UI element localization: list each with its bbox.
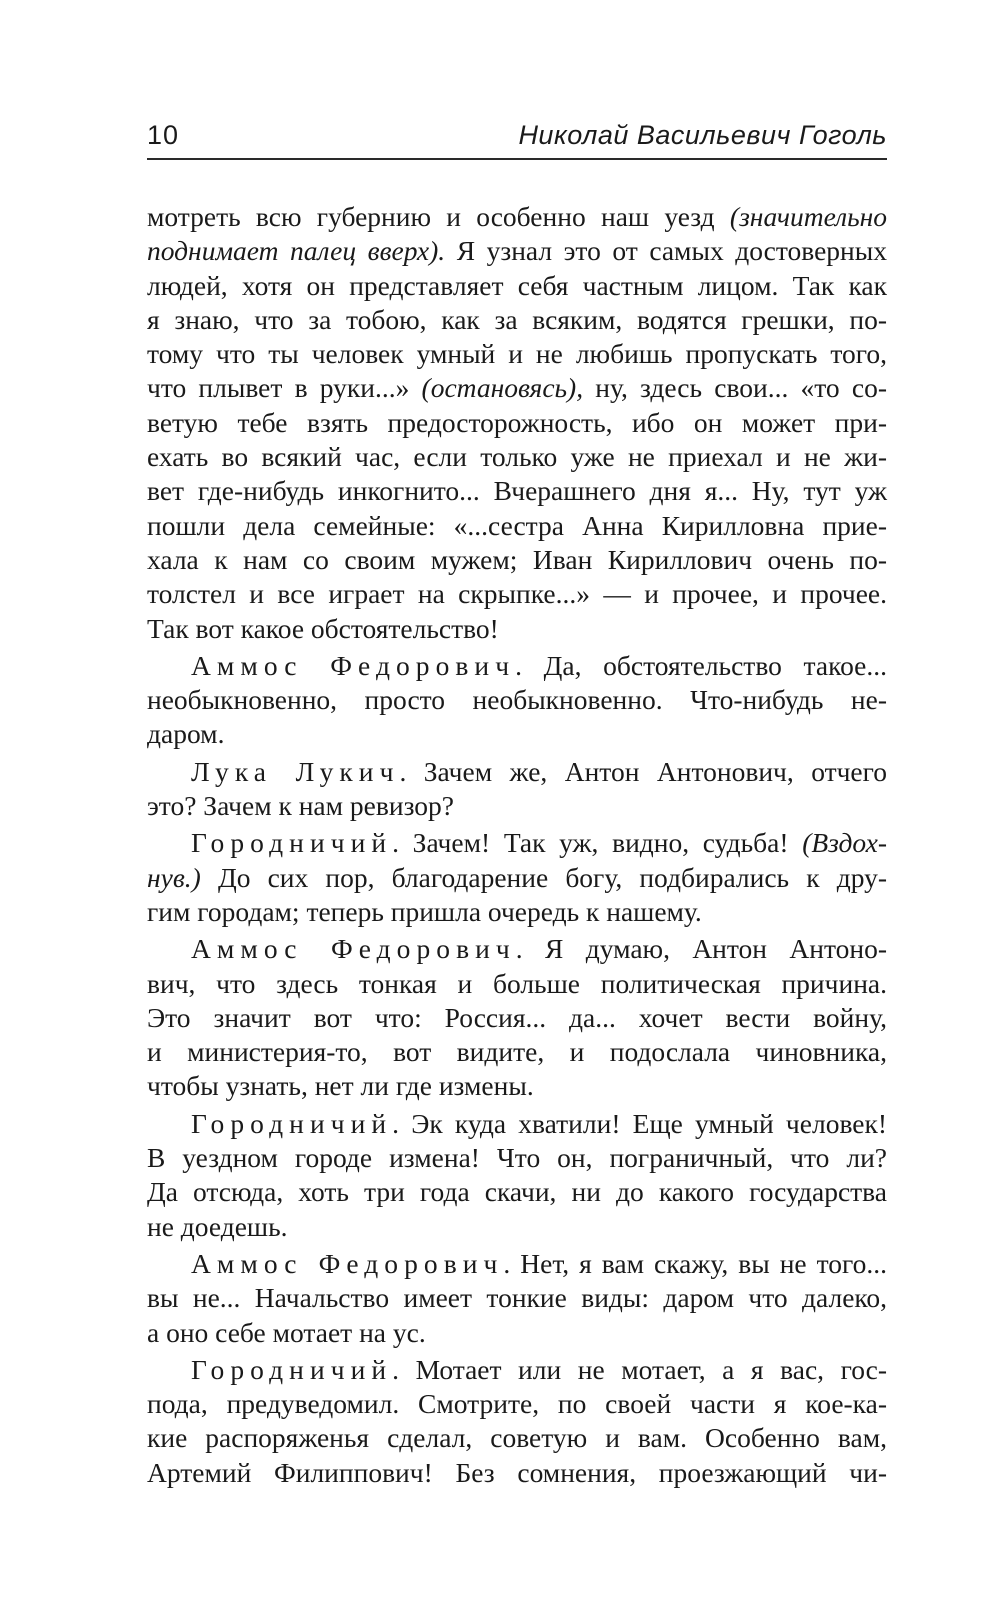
text-line: Артемий Филиппович! Без сомнения, проезжающий чи- xyxy=(147,1456,887,1488)
speech-line: Аммос Федорович. Да, обстоятельство такое... xyxy=(191,649,887,681)
text-line: нув.) До сих пор, благодарение богу, подбирались к дру- xyxy=(147,861,887,893)
page-header xyxy=(147,114,887,160)
running-head: Николай Васильевич Гоголь xyxy=(518,120,887,150)
text-line: кие распоряженья сделал, советую и вам. Особенно вам, xyxy=(147,1422,887,1454)
text-line: хала к нам со своим мужем; Иван Кириллович очень по- xyxy=(147,543,887,575)
body-text xyxy=(147,200,887,1490)
speech-line: Аммос Федорович. Я думаю, Антон Антоно- xyxy=(191,933,887,965)
speaker-name: Лука Лукич xyxy=(191,755,400,787)
text-line: ехать во всякий час, если только уже не приехал и не жи- xyxy=(147,441,887,473)
text-line: чтобы узнать, нет ли где измены. xyxy=(147,1070,534,1102)
text-line: вет где-нибудь инкогнито... Вчерашнего дня я... Ну, тут уж xyxy=(147,475,887,507)
page-number: 10 xyxy=(147,120,180,150)
text-line: а оно себе мотает на ус. xyxy=(147,1316,426,1348)
text-line: тому что ты человек умный и не любишь пропускать того, xyxy=(147,338,887,370)
text-line: гим городам; теперь пришла очередь к нашему. xyxy=(147,895,702,927)
speech-line: Аммос Федорович. Нет, я вам скажу, вы не того... xyxy=(191,1247,887,1279)
text-line: людей, хотя он представляет себя частным лицом. Так как xyxy=(147,269,887,301)
text-line: пошли дела семейные: «...сестра Анна Кирилловна прие- xyxy=(147,509,887,541)
speech-line: Городничий. Зачем! Так уж, видно, судьба! (Вздох- xyxy=(191,827,887,859)
text-line: В уездном городе измена! Что он, пограничный, что ли? xyxy=(147,1142,887,1174)
speaker-name: Аммос Федорович xyxy=(191,649,516,681)
speech-line: Городничий. Эк куда хватили! Еще умный человек! xyxy=(191,1107,887,1139)
text-line: я знаю, что за тобою, как за всяким, водятся грешки, по- xyxy=(147,303,887,335)
text-line: ветую тебе взять предосторожность, ибо он может при- xyxy=(147,406,887,438)
text-line: и министерия-то, вот видите, и подослала чиновника, xyxy=(147,1036,887,1068)
text-line: толстел и все играет на скрыпке...» — и прочее, и прочее. xyxy=(147,578,887,610)
text-line: не доедешь. xyxy=(147,1210,288,1242)
text-line: это? Зачем к нам ревизор? xyxy=(147,790,454,822)
text-line: вы не... Начальство имеет тонкие виды: даром что далеко, xyxy=(147,1282,887,1314)
text-line: Так вот какое обстоятельство! xyxy=(147,612,499,644)
text-line: вич, что здесь тонкая и больше политическая причина. xyxy=(147,967,887,999)
text-line: необыкновенно, просто необыкновенно. Что-нибудь не- xyxy=(147,684,887,716)
text-line: даром. xyxy=(147,718,225,750)
text-line: что плывет в руки...» (остановясь), ну, здесь свои... «то со- xyxy=(147,372,887,404)
text-line: пода, предуведомил. Смотрите, по своей части я кое-ка- xyxy=(147,1388,887,1420)
speaker-name: Городничий xyxy=(191,1107,393,1139)
text-line: мотреть всю губернию и особенно наш уезд (значительно xyxy=(147,201,887,232)
text-line: поднимает палец вверх). Я узнал это от самых достоверных xyxy=(147,235,887,267)
speaker-name: Аммос Федорович xyxy=(191,1247,504,1279)
speaker-name: Аммос Федорович xyxy=(191,933,516,965)
speech-line: Лука Лукич. Зачем же, Антон Антонович, отчего xyxy=(191,755,887,787)
speaker-name: Городничий xyxy=(191,827,393,859)
text-line: Да отсюда, хоть три года скачи, ни до какого государства xyxy=(147,1176,887,1208)
speech-line: Городничий. Мотает или не мотает, а я вас, гос- xyxy=(191,1353,887,1385)
speaker-name: Городничий xyxy=(191,1353,393,1385)
text-line: Это значит вот что: Россия... да... хочет вести войну, xyxy=(147,1001,887,1033)
